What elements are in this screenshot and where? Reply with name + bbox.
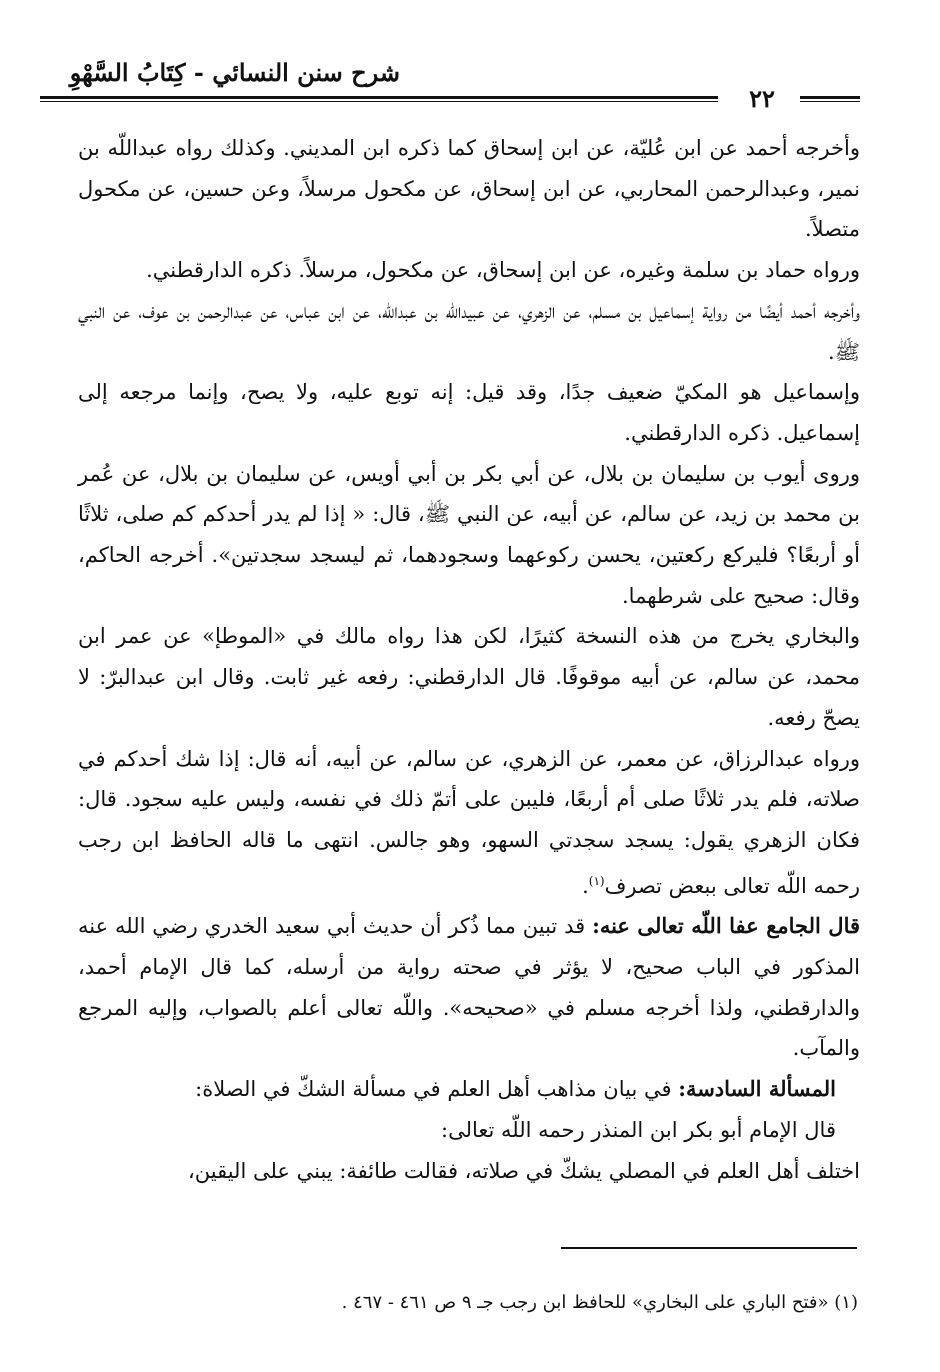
paragraph <box>78 250 860 291</box>
section-heading <box>78 1069 860 1110</box>
paragraph-text: وروى أيوب بن سليمان بن بلال، عن أبي بكر بن أبي أويس، عن سليمان بن بلال، عن عُمر بن محمد بن زيد، عن سالم، عن أبيه، عن النبي ﷺ، قال: « إذا لم يدر أحدكم كم صلى، ثلاثًا أو أربعًا؟ فليركع ركعتين، يحسن ركوعهما وسجودهما، ثم ليسجد سجدتين». أخرجه الحاكم، وقال: صحيح على شرطهما. <box>78 461 860 608</box>
paragraph-lead: قال الجامع عفا اللّه تعالى عنه: <box>592 913 861 939</box>
paragraph <box>78 1110 860 1151</box>
running-header-title: شرح سنن النسائي - كِتَابُ السَّهْوِ <box>69 58 400 87</box>
paragraph <box>78 128 860 250</box>
footnote: (١) «فتح الباري على البخاري» للحافظ ابن رجب جـ ٩ ص ٤٦١ - ٤٦٧ . <box>341 1292 858 1313</box>
paragraph-text: اختلف أهل العلم في المصلي يشكّ في صلاته، فقالت طائفة: يبني على اليقين، <box>188 1158 860 1183</box>
paragraph-text: قال الإمام أبو بكر ابن المنذر رحمه اللّه تعالى: <box>441 1117 836 1142</box>
paragraph <box>78 906 860 1069</box>
paragraph <box>78 1151 860 1192</box>
header-rule <box>40 96 718 102</box>
paragraph <box>78 739 860 907</box>
page-number-rule <box>800 96 860 102</box>
paragraph-text: وإسماعيل هو المكيّ ضعيف جدًا، وقد قيل: إنه توبع عليه، ولا يصح، وإنما مرجعه إلى إسماعيل. ذكره الدارقطني. <box>78 380 860 445</box>
paragraph-text: والبخاري يخرج من هذه النسخة كثيرًا، لكن هذا رواه مالك في «الموطإ» عن عمر ابن محمد، عن سالم، عن أبيه موقوفًا. قال الدارقطني: رفعه غير ثابت. وقال ابن عبدالبرّ: لا يصحّ رفعه. <box>78 624 860 730</box>
paragraph-tail: . <box>582 873 589 898</box>
paragraph <box>78 372 860 453</box>
paragraph <box>78 291 860 372</box>
paragraph <box>78 616 860 738</box>
paragraph-text: وأخرجه أحمد أيضًا من رواية إسماعيل بن مسلم، عن الزهري، عن عبيداللّه بن عبداللّه، عن ابن عباس، عن عبدالرحمن بن عوف، عن النبي ﷺ. <box>78 298 860 364</box>
section-text: في بيان مذاهب أهل العلم في مسألة الشكّ في الصلاة: <box>195 1077 679 1102</box>
section-lead: المسألة السادسة: <box>678 1076 836 1102</box>
paragraph-text: ورواه حماد بن سلمة وغيره، عن ابن إسحاق، عن مكحول، مرسلاً. ذكره الدارقطني. <box>146 258 860 283</box>
footnote-ref: (١) <box>588 873 605 888</box>
body-text <box>78 128 860 1191</box>
paragraph-text: قد تبين مما ذُكر أن حديث أبي سعيد الخدري رضي الله عنه المذكور في الباب صحيح، لا يؤثر في صحته رواية من أرسله، كما قال الإمام أحمد، والدارقطني، ولذا أخرجه مسلم في «صحيحه». واللّه تعالى أعلم بالصواب، وإليه المرجع والمآب. <box>78 914 860 1061</box>
paragraph-text: ورواه عبدالرزاق، عن معمر، عن الزهري، عن سالم، عن أبيه، أنه قال: إذا شك أحدكم في صلاته، فلم يدر ثلاثًا صلى أم أربعًا، فليبن على أتمّ ذلك في نفسه، وليس عليه سجود. قال: فكان الزهري يقول: يسجد سجدتي السهو، وهو جالس. انتهى ما قاله الحافظ ابن رجب رحمه اللّه تعالى ببعض تصرف <box>78 746 860 898</box>
paragraph <box>78 454 860 617</box>
paragraph-text: وأخرجه أحمد عن ابن عُليّة، عن ابن إسحاق كما ذكره ابن المديني. وكذلك رواه عبداللّه بن نمير، وعبدالرحمن المحاربي، عن ابن إسحاق، عن مكحول مرسلاً، وعن حسين، عن مكحول متصلاً. <box>78 136 860 242</box>
page-number: ٢٢ <box>749 84 775 113</box>
footnote-rule <box>561 1247 857 1249</box>
